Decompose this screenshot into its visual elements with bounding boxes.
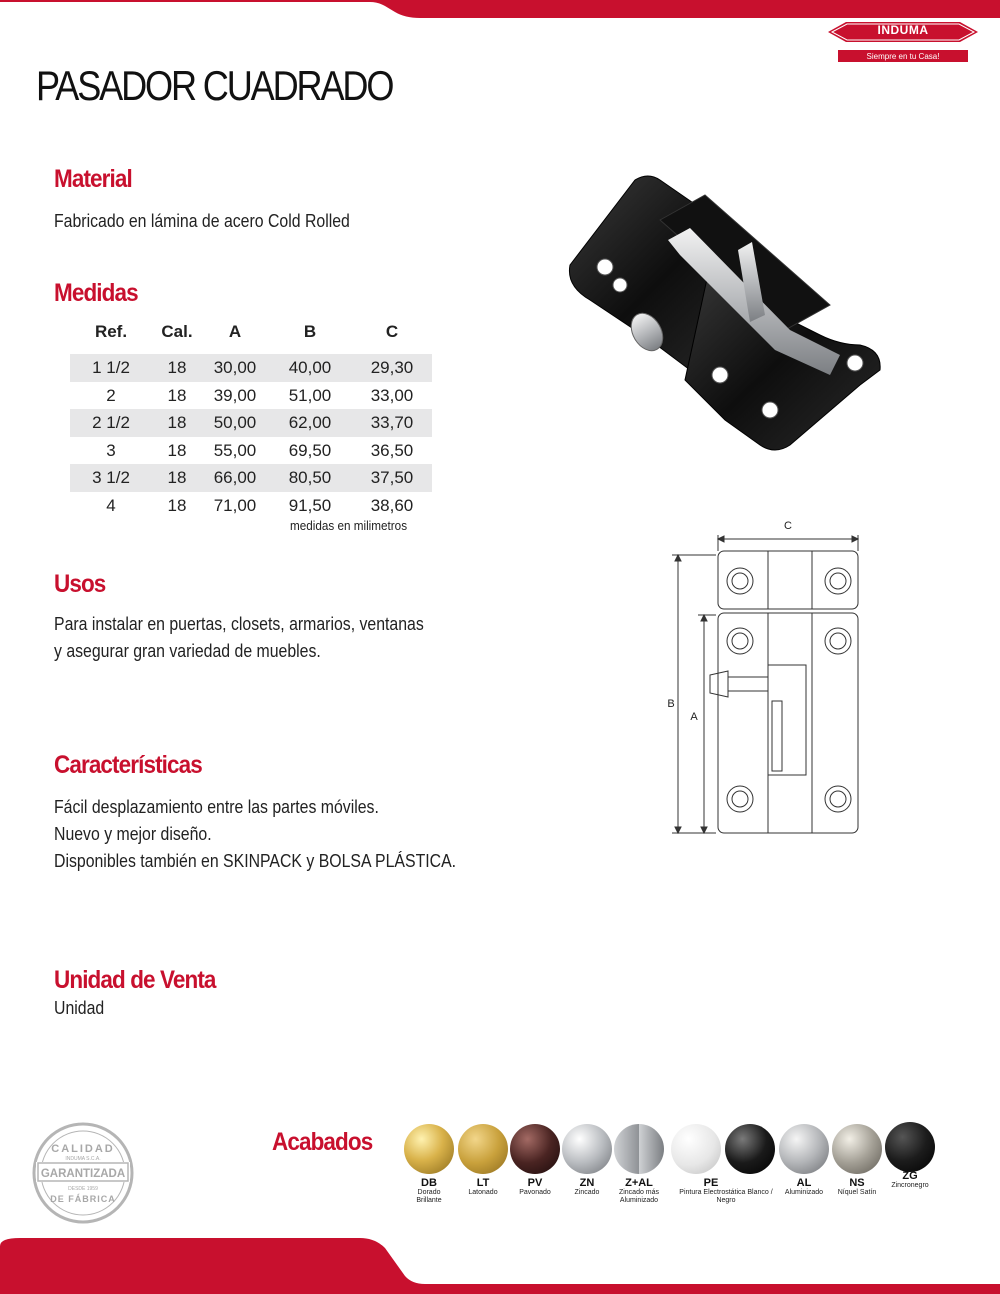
finish-al-swatch	[779, 1124, 829, 1174]
medidas-heading: Medidas	[54, 279, 138, 307]
header-c: C	[385, 322, 399, 341]
cell-c: 38,60	[370, 495, 414, 515]
quality-seal	[32, 1122, 134, 1224]
finish-name: Zincado más Aluminizado	[618, 1189, 660, 1204]
induma-logo	[828, 20, 978, 64]
dimension-a-label: A	[690, 711, 698, 723]
finish-db-swatch	[404, 1124, 454, 1174]
cell-cal: 18	[167, 413, 187, 432]
footer-band	[0, 1236, 1000, 1294]
finish-name: Zincado	[574, 1189, 600, 1196]
cell-ref: 4	[106, 495, 116, 515]
finish-name: Zincronegro	[891, 1182, 929, 1189]
caracteristicas-line-3: Disponibles también en SKINPACK y BOLSA PLÁSTICA.	[54, 851, 457, 871]
finish-lt-swatch	[458, 1124, 508, 1174]
finish-code: PE	[703, 1177, 719, 1189]
table-row	[70, 354, 432, 382]
seal-bottom-text: DE FÁBRICA	[50, 1194, 116, 1204]
cell-ref: 2 1/2	[92, 413, 130, 432]
finish-zal	[611, 1124, 667, 1205]
cell-cal: 18	[167, 440, 187, 460]
cell-c: 33,70	[370, 413, 414, 432]
cell-cal: 18	[167, 385, 187, 405]
cell-b: 80,50	[288, 468, 332, 487]
logo-tagline: Siempre en tu Casa!	[866, 52, 940, 61]
finish-name: Dorado Brillante	[416, 1189, 442, 1204]
cell-c: 29,30	[370, 358, 414, 377]
cell-a: 71,00	[213, 495, 257, 515]
seal-company-text: INDUMA S.C.A.	[65, 1156, 101, 1162]
seal-since-text: DESDE 1959	[68, 1186, 98, 1192]
seal-middle-text: GARANTIZADA	[40, 1168, 126, 1180]
cell-b: 51,00	[288, 385, 332, 405]
table-row	[70, 464, 432, 492]
finish-pv-swatch	[510, 1124, 560, 1174]
finish-lt	[455, 1124, 511, 1197]
header-ref: Ref.	[94, 322, 128, 341]
cell-a: 66,00	[213, 468, 257, 487]
finish-pe-swatch	[671, 1124, 721, 1174]
cell-a: 50,00	[213, 413, 257, 432]
cell-ref: 3 1/2	[92, 468, 130, 487]
cell-b: 69,50	[288, 440, 332, 460]
cell-cal: 18	[167, 468, 187, 487]
cell-b: 40,00	[288, 358, 332, 377]
product-photo	[560, 170, 910, 470]
finish-code: ZN	[579, 1177, 595, 1189]
table-row	[70, 437, 432, 465]
usos-heading: Usos	[54, 570, 106, 598]
usos-line-2: y asegurar gran variedad de muebles.	[54, 641, 321, 661]
finish-pe-negro	[722, 1124, 778, 1177]
table-row	[70, 409, 432, 437]
cell-c: 33,00	[370, 385, 414, 405]
finish-code: AL	[796, 1177, 812, 1189]
finish-name: Pavonado	[519, 1189, 551, 1196]
finish-name: Pintura Electrostática Blanco / Negro	[679, 1189, 773, 1204]
cell-b: 91,50	[288, 495, 332, 515]
cell-c: 36,50	[370, 440, 414, 460]
header-cal: Cal.	[161, 322, 193, 341]
finish-zn	[559, 1124, 615, 1197]
material-heading: Material	[54, 165, 132, 193]
finish-code: PV	[527, 1177, 543, 1189]
finish-code: LT	[476, 1177, 490, 1189]
finish-pe-negro-swatch	[725, 1124, 775, 1174]
unidad-venta-heading: Unidad de Venta	[54, 966, 216, 994]
finish-zg-swatch	[885, 1122, 935, 1172]
technical-drawing	[660, 515, 880, 845]
material-text: Fabricado en lámina de acero Cold Rolled	[54, 211, 350, 231]
table-note: medidas en milimetros	[290, 518, 408, 533]
caracteristicas-line-2: Nuevo y mejor diseño.	[54, 824, 212, 844]
header-a: A	[228, 322, 242, 341]
usos-line-1: Para instalar en puertas, closets, armarios, ventanas	[54, 614, 424, 634]
finish-name: Níquel Satín	[837, 1189, 877, 1196]
header-b: B	[303, 322, 317, 341]
seal-top-text: CALIDAD	[51, 1143, 115, 1155]
finish-zal-swatch	[614, 1124, 664, 1174]
table-row	[70, 382, 432, 410]
logo-name: INDUMA	[877, 23, 929, 37]
page-title: PASADOR CUADRADO	[36, 62, 393, 109]
finish-code: ZG	[902, 1170, 918, 1182]
finish-al	[776, 1124, 832, 1197]
finish-ns-swatch	[832, 1124, 882, 1174]
finish-pv	[507, 1124, 563, 1197]
finish-zg	[882, 1122, 938, 1190]
caracteristicas-line-1: Fácil desplazamiento entre las partes móviles.	[54, 797, 379, 817]
caracteristicas-heading: Características	[54, 751, 202, 779]
dimension-b-label: B	[667, 698, 675, 710]
cell-ref: 1 1/2	[92, 358, 130, 377]
cell-a: 30,00	[213, 358, 257, 377]
cell-a: 55,00	[213, 440, 257, 460]
acabados-heading: Acabados	[272, 1128, 373, 1156]
cell-cal: 18	[167, 358, 187, 377]
medidas-table	[70, 318, 432, 519]
finish-code: NS	[849, 1177, 865, 1189]
table-header-row	[70, 318, 432, 354]
cell-a: 39,00	[213, 385, 257, 405]
finish-pe	[668, 1124, 773, 1205]
finish-zn-swatch	[562, 1124, 612, 1174]
cell-cal: 18	[167, 495, 187, 515]
finish-code: Z+AL	[625, 1177, 653, 1189]
table-row	[70, 492, 432, 520]
unidad-venta-text: Unidad	[54, 998, 105, 1018]
dimension-c-label: C	[784, 520, 792, 532]
cell-ref: 3	[106, 440, 116, 460]
cell-b: 62,00	[288, 413, 332, 432]
cell-ref: 2	[106, 385, 116, 405]
finish-name: Aluminizado	[784, 1189, 824, 1196]
cell-c: 37,50	[370, 468, 414, 487]
finish-code: DB	[421, 1177, 437, 1189]
finish-name: Latonado	[468, 1189, 498, 1196]
